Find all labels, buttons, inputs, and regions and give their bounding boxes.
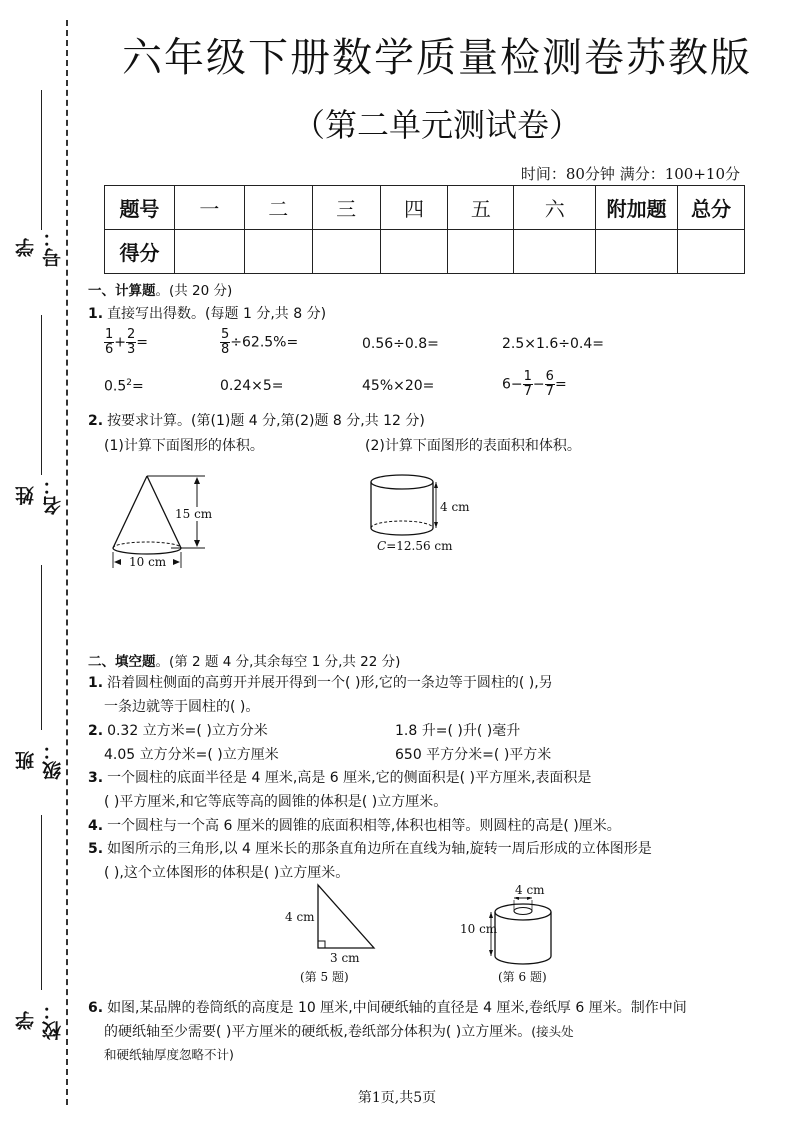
s2-question-5: [88, 838, 652, 858]
score-table-header-cell: 附加题: [596, 186, 678, 230]
question-text: 如图,某品牌的卷筒纸的高度是 10 厘米,中间硬纸轴的直径是 4 厘米,卷纸厚 6 厘米。制作中间: [107, 1000, 687, 1016]
fraction: [104, 328, 114, 357]
s2-q2-d: 650 平方分米=( )平方米: [395, 747, 552, 763]
question-text: 的硬纸轴至少需要( )平方厘米的硬纸板,卷纸部分体积为( )立方厘米。: [104, 1024, 532, 1040]
denominator: 7: [523, 384, 532, 399]
score-cell[interactable]: [312, 230, 380, 274]
question-text: 直接写出得数。(每题 1 分,共 8 分): [107, 306, 327, 322]
roll-diameter-label: 4 cm: [515, 883, 545, 897]
roll-height-label: 10 cm: [460, 922, 498, 936]
triangle-side-label: 4 cm: [285, 910, 315, 924]
question-text: 如图所示的三角形,以 4 厘米长的那条直角边所在直线为轴,旋转一周后形成的立体图形是: [107, 841, 652, 857]
denominator: 7: [545, 384, 554, 399]
score-row-label: 得分: [105, 230, 175, 274]
score-cell[interactable]: [596, 230, 678, 274]
section1-title: 一、计算题: [88, 283, 156, 299]
triangle-figure: [312, 882, 378, 952]
name-underline: [41, 315, 42, 475]
score-cell[interactable]: [174, 230, 244, 274]
calc-item-c: 0.56÷0.8=: [362, 336, 439, 352]
question-number: 2.: [88, 723, 104, 739]
calc-item-d: 2.5×1.6÷0.4=: [502, 336, 604, 352]
s1-q2-sub2: (2)计算下面图形的表面积和体积。: [365, 438, 581, 454]
expression: ÷62.5%=: [230, 334, 299, 351]
page-subtitle: （第二单元测试卷）: [292, 106, 581, 144]
class-underline: [41, 565, 42, 730]
time-score-info: 时间：80分钟 满分：100+10分: [520, 165, 740, 183]
score-table-header-cell: 二: [244, 186, 312, 230]
figure5-caption: (第 5 题): [300, 970, 349, 984]
base: 0.5: [104, 378, 127, 395]
cylinder-figure: [368, 472, 448, 542]
score-table-header-cell: 五: [448, 186, 514, 230]
numerator: 1: [523, 369, 532, 384]
figure6-caption: (第 6 题): [498, 970, 547, 984]
score-cell[interactable]: [514, 230, 596, 274]
question-number: 6.: [88, 1000, 104, 1016]
operator: +: [114, 334, 127, 351]
s2-question-2: [88, 720, 268, 740]
expression: 6−: [502, 376, 523, 393]
calc-item-h: [502, 370, 567, 399]
section1-heading: [88, 279, 232, 299]
calc-item-a: [104, 328, 148, 357]
s2-q1-line2: 一条边就等于圆柱的( )。: [104, 699, 260, 715]
question-number: 1.: [88, 306, 104, 322]
question-text: 一个圆柱的底面半径是 4 厘米,高是 6 厘米,它的侧面积是( )平方厘米,表面积是: [107, 770, 592, 786]
denominator: 6: [105, 342, 114, 357]
cylinder-circumference-label: [377, 539, 453, 553]
score-table-score-row: [105, 230, 745, 274]
circumference-value: =12.56 cm: [386, 539, 453, 553]
s1-question-1: [88, 303, 326, 323]
section1-note: 。(共 20 分): [155, 283, 233, 299]
s2-question-6: [88, 997, 687, 1017]
cone-diameter-label: 10 cm: [129, 555, 167, 569]
fraction: [220, 328, 230, 357]
calc-item-f: 0.24×5=: [220, 378, 284, 394]
id-underline: [41, 90, 42, 230]
score-cell[interactable]: [244, 230, 312, 274]
student-id-label: 学号：: [15, 227, 64, 267]
name-label: 姓名：: [15, 475, 64, 515]
s2-q3-line2: ( )平方厘米,和它等底等高的圆锥的体积是( )立方厘米。: [104, 794, 448, 810]
class-label: 班级：: [15, 740, 64, 780]
score-table-header-cell: 总分: [678, 186, 745, 230]
score-table-header-row: [105, 186, 745, 230]
question-number: 5.: [88, 841, 104, 857]
score-cell[interactable]: [380, 230, 448, 274]
section2-title: 二、填空题: [88, 654, 156, 670]
page-footer: 第1页,共5页: [357, 1090, 437, 1106]
equals-sign: =: [136, 334, 149, 351]
numerator: 2: [127, 327, 136, 342]
fraction: [126, 328, 136, 357]
denominator: 3: [127, 342, 136, 357]
question-text: 0.32 立方米=( )立方分米: [107, 723, 268, 739]
fraction: [523, 370, 533, 399]
score-table-header-cell: 三: [312, 186, 380, 230]
question-number: 2.: [88, 413, 104, 429]
circumference-variable: C: [377, 539, 387, 553]
cone-height-label: 15 cm: [175, 507, 213, 521]
school-label: 学校：: [15, 1000, 64, 1040]
section2-heading: [88, 650, 400, 670]
page-title: 六年级下册数学质量检测卷苏教版: [122, 35, 752, 81]
s2-question-4: [88, 815, 621, 835]
question-number: 4.: [88, 818, 104, 834]
score-table-header-cell: 六: [514, 186, 596, 230]
exponent: 2: [126, 378, 132, 388]
question-number: 3.: [88, 770, 104, 786]
denominator: 8: [221, 342, 230, 357]
score-table-header-cell: 一: [174, 186, 244, 230]
s2-question-1: [88, 672, 553, 692]
s1-question-2: [88, 410, 425, 430]
numerator: 1: [105, 327, 114, 342]
calc-item-b: [220, 328, 298, 357]
binding-dashed-line: [66, 20, 68, 1105]
question-text: 一个圆柱与一个高 6 厘米的圆锥的底面积相等,体积也相等。则圆柱的高是( )厘米。: [107, 818, 621, 834]
numerator: 5: [221, 327, 230, 342]
score-table: [104, 185, 745, 274]
calc-item-e: [104, 378, 144, 395]
cylinder-height-label: 4 cm: [440, 500, 470, 514]
numerator: 6: [545, 369, 554, 384]
s1-q2-sub1: (1)计算下面图形的体积。: [104, 438, 264, 454]
operator: −: [532, 376, 545, 393]
s2-q2-c: 4.05 立方分米=( )立方厘米: [104, 747, 279, 763]
s2-question-3: [88, 767, 591, 787]
section2-note: 。(第 2 题 4 分,其余每空 1 分,共 22 分): [155, 654, 401, 670]
question-text: 沿着圆柱侧面的高剪开并展开得到一个( )形,它的一条边等于圆柱的( ),另: [107, 675, 553, 691]
equals-sign: =: [132, 378, 144, 395]
equals-sign: =: [554, 376, 567, 393]
s2-q6-line2: [104, 1021, 574, 1041]
s2-q5-line2: ( ),这个立体图形的体积是( )立方厘米。: [104, 865, 350, 881]
fraction: [545, 370, 555, 399]
score-cell[interactable]: [448, 230, 514, 274]
question-text: 按要求计算。(第(1)题 4 分,第(2)题 8 分,共 12 分): [107, 413, 425, 429]
question-number: 1.: [88, 675, 104, 691]
score-table-header-cell: 题号: [105, 186, 175, 230]
s2-q2-b: 1.8 升=( )升( )毫升: [395, 723, 521, 739]
calc-item-g: 45%×20=: [362, 378, 435, 394]
score-cell[interactable]: [678, 230, 745, 274]
question-note: (接头处: [531, 1024, 574, 1039]
score-table-header-cell: 四: [380, 186, 448, 230]
triangle-base-label: 3 cm: [330, 951, 360, 965]
school-underline: [41, 815, 42, 990]
s2-q6-note2: 和硬纸轴厚度忽略不计): [104, 1047, 234, 1062]
